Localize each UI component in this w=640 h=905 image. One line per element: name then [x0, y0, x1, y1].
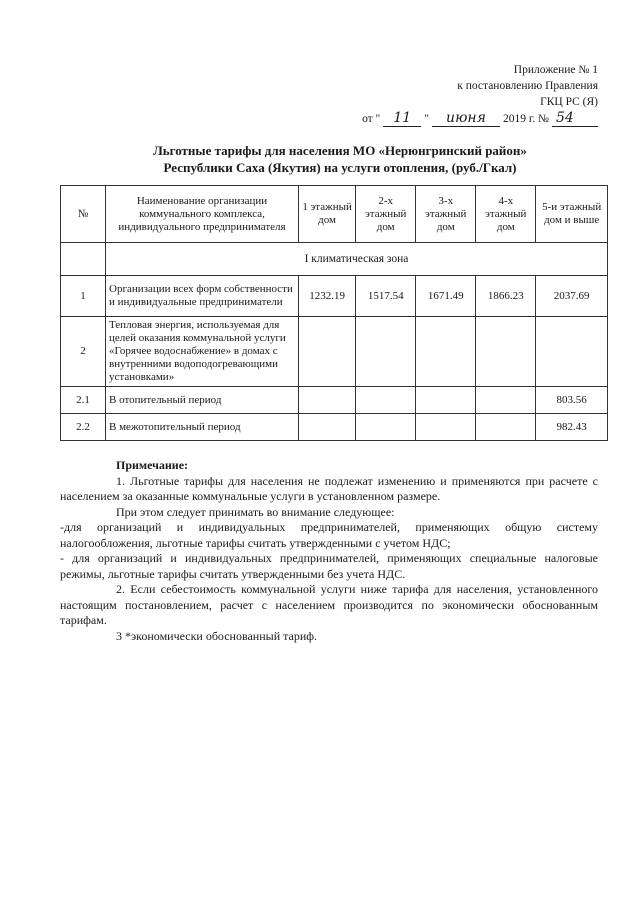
note-paragraph-6: 3 *экономически обоснованный тариф. — [116, 628, 318, 643]
row-value-2 — [356, 317, 416, 387]
date-quote: " — [424, 113, 429, 125]
note-paragraph-4: - для организаций и индивидуальных предпринимателей, применяющих специальные налоговые режимы, льготные тарифы считать утвержденными без учета НДС. — [60, 551, 598, 581]
row-number: 1 — [61, 276, 106, 317]
row-value-5: 2037.69 — [536, 276, 608, 317]
row-value-4: 1866.23 — [476, 276, 536, 317]
date-prefix: от " — [362, 113, 381, 125]
appendix-date-line — [362, 110, 598, 127]
handwritten-day: 11 — [383, 110, 421, 127]
table-row — [61, 414, 608, 441]
note-paragraph-2: При этом следует принимать во внимание следующее: — [116, 504, 395, 519]
note-paragraph-3: -для организаций и индивидуальных предпринимателей, применяющих общую систему налогообложения, льготные тарифы считать утвержденными с учетом НДС; — [60, 520, 598, 550]
row-name: В отопительный период — [106, 387, 299, 414]
appendix-line-2: к постановлению Правления — [457, 80, 598, 92]
header-organization: Наименование организации коммунального комплекса, индивидуального предпринимателя — [106, 186, 299, 243]
row-value-5: 803.56 — [536, 387, 608, 414]
date-year: 2019 г. № — [502, 113, 549, 125]
row-name: Организации всех форм собственности и индивидуальные предприниматели — [106, 276, 299, 317]
row-value-3 — [416, 387, 476, 414]
title-line-2: Республики Саха (Якутия) на услуги отопления, (руб./Гкал) — [163, 160, 517, 175]
appendix-header — [362, 62, 598, 127]
note-paragraph-1: 1. Льготные тарифы для населения не подлежат изменению и применяются при расчете с населением за оказанные коммунальные услуги в установленном размере. — [60, 473, 598, 503]
header-4-floor: 4-х этажный дом — [476, 186, 536, 243]
table-header-row — [61, 186, 608, 243]
title-line-1: Льготные тарифы для населения МО «Нерюнгринский район» — [153, 143, 527, 158]
climate-zone-label: I климатическая зона — [106, 243, 608, 276]
row-value-4 — [476, 317, 536, 387]
row-value-4 — [476, 414, 536, 441]
header-number: № — [61, 186, 106, 243]
header-3-floor: 3-х этажный дом — [416, 186, 476, 243]
handwritten-month: июня — [432, 110, 500, 127]
row-value-1: 1232.19 — [299, 276, 356, 317]
document-title — [60, 142, 620, 176]
appendix-line-1: Приложение № 1 — [513, 64, 598, 76]
table-row — [61, 317, 608, 387]
row-number: 2 — [61, 317, 106, 387]
header-2-floor: 2-х этажный дом — [356, 186, 416, 243]
row-name: Тепловая энергия, используемая для целей оказания коммунальной услуги «Горячее водоснабжение» в домах с внутренними водоподогревающими установками» — [106, 317, 299, 387]
row-value-5 — [536, 317, 608, 387]
table-row — [61, 387, 608, 414]
header-5-floor: 5-и этажный дом и выше — [536, 186, 608, 243]
row-value-3 — [416, 317, 476, 387]
handwritten-number: 54 — [552, 110, 598, 127]
row-value-2: 1517.54 — [356, 276, 416, 317]
row-value-5: 982.43 — [536, 414, 608, 441]
zone-empty-cell — [61, 243, 106, 276]
climate-zone-row — [61, 243, 608, 276]
row-value-3 — [416, 414, 476, 441]
row-name: В межотопительный период — [106, 414, 299, 441]
row-value-2 — [356, 387, 416, 414]
tariff-table — [60, 185, 608, 441]
row-value-3: 1671.49 — [416, 276, 476, 317]
row-value-1 — [299, 414, 356, 441]
notes-section — [60, 458, 598, 644]
header-1-floor: 1 этажный дом — [299, 186, 356, 243]
row-number: 2.2 — [61, 414, 106, 441]
row-value-1 — [299, 317, 356, 387]
note-paragraph-5: 2. Если себестоимость коммунальной услуги ниже тарифа для населения, установленного настоящим постановлением, расчет с населением производится по экономически обоснованным тарифам. — [60, 582, 598, 627]
row-number: 2.1 — [61, 387, 106, 414]
row-value-2 — [356, 414, 416, 441]
appendix-line-3: ГКЦ РС (Я) — [540, 96, 598, 108]
row-value-4 — [476, 387, 536, 414]
table-row — [61, 276, 608, 317]
row-value-1 — [299, 387, 356, 414]
notes-heading: Примечание: — [116, 458, 189, 472]
